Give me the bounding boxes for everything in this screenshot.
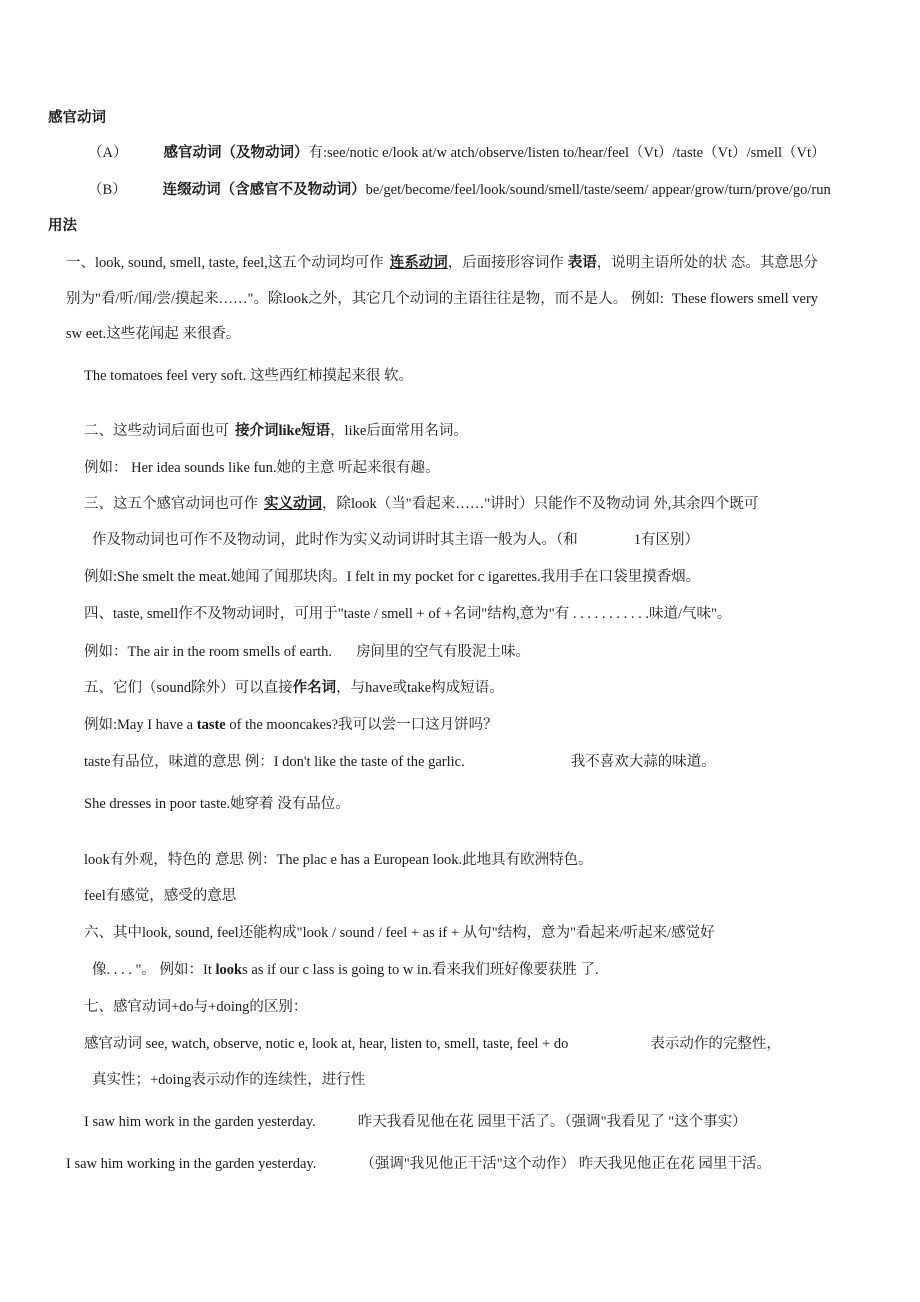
section-5-example: [84, 715, 498, 735]
section-3-text: 1有区别）: [633, 532, 699, 548]
section-5-look-meaning: look有外观，特色的 意思 例：The plac e has a European look.此地具有欧洲特色。: [84, 852, 593, 868]
section-3-line-2: [92, 530, 699, 550]
section-3-text: ，除look（当"看起来……"讲时）只能作不及物动词 外,其余四个既可: [322, 496, 759, 512]
section-2-term-like-phrase: 接介词like短语: [235, 423, 331, 439]
section-7-line-2: [84, 1034, 781, 1054]
section-5-taste-example: She dresses in poor taste.她穿着 没有品位。: [84, 796, 350, 812]
section-1-colon: :: [659, 291, 664, 307]
category-a-label: （A）: [88, 145, 128, 161]
section-1-text: ，说明主语所处的状 态。其意思分: [596, 255, 818, 271]
section-1-line-1: [66, 253, 818, 273]
section-2-text: 二、这些动词后面也可: [84, 423, 229, 439]
usage-heading: 用法: [48, 218, 77, 234]
section-4-example-en: 例如：The air in the room smells of earth.: [84, 644, 333, 660]
section-7-example-2: [66, 1154, 771, 1174]
category-b-text: be/get/become/feel/look/sound/smell/taste/seem/ appear/grow/turn/prove/go/run: [365, 182, 831, 198]
section-6-text: 像. . . . "。 例如：It: [92, 962, 216, 978]
section-7-line-1: 七、感官动词+do与+doing的区别：: [84, 999, 308, 1015]
page-title: 感官动词: [48, 110, 106, 126]
section-7-line-3: 真实性；+doing表示动作的连续性，进行性: [92, 1072, 366, 1088]
section-5-text: 例如:May I have a: [84, 717, 197, 733]
section-7-example-zh: 昨天我看见他在花 园里干活了。（强调"我看见了 "这个事实）: [357, 1114, 747, 1130]
section-2-text: ，like后面常用名词。: [330, 423, 468, 439]
section-5-keyword-taste: taste: [196, 717, 226, 733]
section-5-taste-meaning: [84, 752, 716, 772]
section-4-example: [84, 642, 530, 662]
section-5-text: taste有品位，味道的意思 例：I don't like the taste of the garlic.: [84, 754, 465, 770]
section-3-term-notional-verb: 实义动词: [264, 496, 322, 512]
section-3-line-1: [84, 494, 758, 514]
section-1-text: ，后面接形容词作: [447, 255, 564, 271]
category-a-text: 有:see/notic e/look at/w atch/observe/listen to/hear/feel（Vt）/taste（Vt）/smell（Vt）: [308, 145, 826, 161]
section-1-line-3: sw eet.这些花闻起 来很香。: [66, 326, 241, 342]
category-b: [88, 180, 831, 200]
section-1-example-1: These flowers smell very: [671, 291, 819, 307]
section-5-line-1: [84, 678, 504, 698]
category-b-label: （B）: [88, 182, 127, 198]
section-4-example-zh: 房间里的空气有股泥土味。: [356, 644, 531, 660]
category-a-term: 感官动词（及物动词）: [163, 145, 309, 161]
section-1-example-2: The tomatoes feel very soft. 这些西红柿摸起来很 软。: [84, 368, 414, 384]
section-7-example-en: I saw him work in the garden yesterday.: [84, 1114, 316, 1130]
section-4-line-1: 四、taste, smell作不及物动词时，可用于"taste / smell + of +名词"结构,意为"有 . . . . . . . . . . .味道/气味"。: [84, 606, 732, 622]
section-1-term-linking-verb: 连系动词: [389, 255, 448, 271]
section-3-text: 三、这五个感官动词也可作: [84, 496, 258, 512]
section-7-example-1: [84, 1112, 747, 1132]
section-7-text: 感官动词 see, watch, observe, notic e, look at, hear, listen to, smell, taste, feel + do: [84, 1036, 569, 1052]
section-3-example: 例如:She smelt the meat.她闻了闻那块肉。I felt in my pocket for c igarettes.我用手在口袋里摸香烟。: [84, 569, 701, 585]
section-1-line-2: [66, 289, 818, 309]
category-b-term: 连缀动词（含感官不及物动词）: [162, 182, 366, 198]
section-6-keyword-look: look: [215, 962, 243, 978]
section-2-line-1: [84, 421, 468, 441]
section-2-example: 例如： Her idea sounds like fun.她的主意 听起来很有趣。: [84, 460, 440, 476]
section-6-text: s as if our c lass is going to w in.看来我们班好像要获胜 了.: [242, 962, 599, 978]
section-1-text: 一、look, sound, smell, taste, feel,这五个动词均可作: [66, 255, 384, 271]
section-5-text: of the mooncakes?我可以尝一口这月饼吗？: [225, 717, 498, 733]
section-5-text: 五、它们（sound除外）可以直接: [84, 680, 293, 696]
section-5-text: 我不喜欢大蒜的味道。: [570, 754, 716, 770]
section-6-line-1: 六、其中look, sound, feel还能构成"look / sound / feel + as if + 从句"结构，意为"看起来/听起来/感觉好: [84, 925, 715, 941]
section-3-text: 作及物动词也可作不及物动词，此时作为实义动词讲时其主语一般为人。（和: [92, 532, 578, 548]
section-5-text: ，与have或take构成短语。: [336, 680, 504, 696]
section-7-example-zh: （强调"我见他正干活"这个动作） 昨天我见他正在花 园里干活。: [360, 1156, 771, 1172]
section-1-text: 别为"看/听/闻/尝/摸起来……"。除look之外，其它几个动词的主语往往是物，而不是人。 例如: [66, 291, 660, 307]
section-1-term-predicative: 表语: [567, 255, 597, 271]
section-7-example-en: I saw him working in the garden yesterday.: [66, 1156, 317, 1172]
section-5-term-noun: 作名词: [292, 680, 337, 696]
section-6-line-2: [92, 960, 599, 980]
category-a: [88, 143, 826, 163]
section-5-feel-meaning: feel有感觉，感受的意思: [84, 888, 237, 904]
section-7-text: 表示动作的完整性，: [650, 1036, 781, 1052]
